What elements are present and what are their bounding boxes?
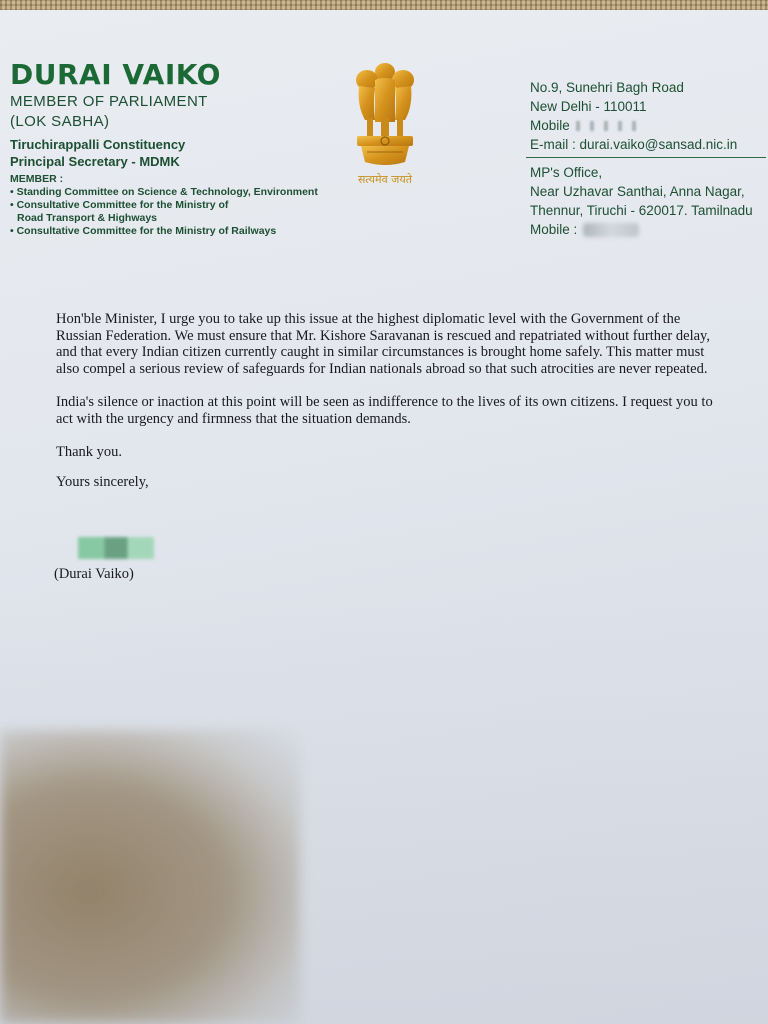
signature-redacted xyxy=(78,537,154,559)
address-line: New Delhi - 110011 xyxy=(530,99,647,114)
office-mobile-line xyxy=(530,220,766,239)
divider xyxy=(526,157,766,158)
sender-role: MEMBER OF PARLIAMENT xyxy=(10,93,208,110)
hand-shadow xyxy=(0,730,300,1024)
committee-item: • Consultative Committee for the Ministry of xyxy=(10,199,229,211)
committee-item: • Consultative Committee for the Ministry of Railways xyxy=(10,225,277,237)
letterhead-address xyxy=(530,78,766,239)
redacted-number xyxy=(576,121,646,131)
sender-name: DURAI VAIKO xyxy=(10,58,221,91)
thanks-line: Thank you. xyxy=(56,444,123,460)
letterhead-left xyxy=(10,58,340,238)
letter-body xyxy=(56,311,718,490)
committee-list xyxy=(10,186,340,238)
sender-party-post: Principal Secretary - MDMK xyxy=(10,154,180,169)
sender-constituency: Tiruchirappalli Constituency xyxy=(10,137,186,152)
member-label: MEMBER : xyxy=(10,173,64,185)
committee-item: Road Transport & Highways xyxy=(17,212,158,224)
body-paragraph: Hon'ble Minister, I urge you to take up this issue at the highest diplomatic level with the Government of the Russian Federation. We must ensure that Mr. Kishore Saravanan is rescued and repatriated without further delay, and that every Indian citizen currently caught in similar circumstances is brought home safely. This matter must also compel a serious review of safeguards for Indian nationals abroad so that such atrocities are never repeated. xyxy=(56,311,710,377)
national-emblem-icon xyxy=(345,58,425,190)
mobile-line xyxy=(530,116,766,135)
office-line: Thennur, Tiruchi - 620017. Tamilnadu xyxy=(530,203,753,218)
address-line: No.9, Sunehri Bagh Road xyxy=(530,80,684,95)
committee-item: • Standing Committee on Science & Technology, Environment xyxy=(10,186,318,198)
closing-line: Yours sincerely, xyxy=(56,473,149,490)
redacted-number xyxy=(583,223,639,237)
mobile-label: Mobile xyxy=(530,118,570,133)
body-paragraph: India's silence or inaction at this point will be seen as indifference to the lives of its own citizens. I request you to act with the urgency and firmness that the situation demands. xyxy=(56,394,713,427)
signatory-name: (Durai Vaiko) xyxy=(54,566,134,582)
office-mobile-label: Mobile : xyxy=(530,222,578,237)
office-line: MP's Office, xyxy=(530,165,603,180)
office-line: Near Uzhavar Santhai, Anna Nagar, xyxy=(530,184,745,199)
sender-house: (LOK SABHA) xyxy=(10,113,110,130)
emblem-motto: सत्यमेव जयते xyxy=(357,173,412,186)
email-line[interactable]: E-mail : durai.vaiko@sansad.nic.in xyxy=(530,137,738,152)
